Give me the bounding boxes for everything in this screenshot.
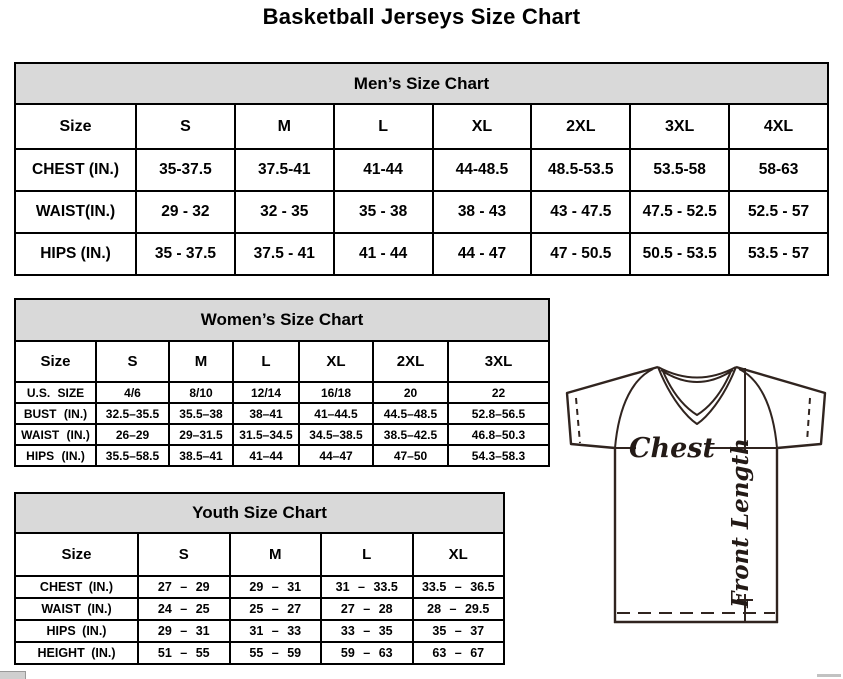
value-cell: 50.5 - 53.5 — [630, 233, 729, 275]
column-header-cell: XL — [413, 533, 505, 576]
value-cell: 58-63 — [729, 149, 828, 191]
value-cell: 29 – 31 — [138, 620, 230, 642]
value-cell: 25 – 27 — [230, 598, 322, 620]
value-cell: 38.5–42.5 — [373, 424, 448, 445]
value-cell: 38 - 43 — [433, 191, 532, 233]
horizontal-scrollbar-fragment-left[interactable] — [0, 671, 26, 679]
value-cell: 35 - 37.5 — [136, 233, 235, 275]
value-cell: 53.5-58 — [630, 149, 729, 191]
value-cell: 33 – 35 — [321, 620, 413, 642]
jersey-measurement-diagram-icon — [556, 358, 842, 628]
value-cell: 26–29 — [96, 424, 169, 445]
table-row — [15, 445, 549, 466]
jersey-cuff-stitch-left — [576, 398, 580, 443]
value-cell: 28 – 29.5 — [413, 598, 505, 620]
value-cell: 29 – 31 — [230, 576, 322, 598]
column-header-cell: M — [235, 104, 334, 149]
column-header-cell: M — [169, 341, 233, 382]
chest-measure-label: Chest — [629, 433, 715, 464]
row-label-cell: HIPS (IN.) — [15, 620, 138, 642]
table-row — [15, 149, 828, 191]
table-row — [15, 598, 504, 620]
column-header-cell: 4XL — [729, 104, 828, 149]
column-header-cell: XL — [299, 341, 373, 382]
value-cell: 38–41 — [233, 403, 299, 424]
column-header-cell: L — [233, 341, 299, 382]
row-label-cell: HEIGHT (IN.) — [15, 642, 138, 664]
value-cell: 37.5 - 41 — [235, 233, 334, 275]
row-label-cell: CHEST (IN.) — [15, 149, 136, 191]
value-cell: 34.5–38.5 — [299, 424, 373, 445]
header-row — [15, 533, 504, 576]
value-cell: 48.5-53.5 — [531, 149, 630, 191]
table-row — [15, 576, 504, 598]
mens-size-table — [14, 103, 829, 276]
column-header-cell: S — [136, 104, 235, 149]
column-header-cell: 2XL — [373, 341, 448, 382]
page-title: Basketball Jerseys Size Chart — [262, 4, 581, 29]
value-cell: 27 – 28 — [321, 598, 413, 620]
womens-chart-title: Women’s Size Chart — [14, 298, 550, 340]
front-length-measure-label: Front Length — [727, 438, 754, 608]
value-cell: 4/6 — [96, 382, 169, 403]
table-row — [15, 382, 549, 403]
womens-size-chart-section — [14, 298, 550, 467]
column-header-cell: Size — [15, 341, 96, 382]
value-cell: 35 – 37 — [413, 620, 505, 642]
value-cell: 35.5–38 — [169, 403, 233, 424]
horizontal-scrollbar-fragment-right[interactable] — [817, 674, 841, 677]
row-label-cell: WAIST (IN.) — [15, 598, 138, 620]
row-label-cell: HIPS (IN.) — [15, 445, 96, 466]
jersey-body-outline — [567, 367, 825, 623]
value-cell: 31 – 33.5 — [321, 576, 413, 598]
value-cell: 41–44 — [233, 445, 299, 466]
value-cell: 44.5–48.5 — [373, 403, 448, 424]
column-header-cell: L — [321, 533, 413, 576]
value-cell: 63 – 67 — [413, 642, 505, 664]
value-cell: 54.3–58.3 — [448, 445, 549, 466]
value-cell: 41 - 44 — [334, 233, 433, 275]
value-cell: 32.5–35.5 — [96, 403, 169, 424]
column-header-cell: M — [230, 533, 322, 576]
row-label-cell: CHEST (IN.) — [15, 576, 138, 598]
table-row — [15, 424, 549, 445]
value-cell: 31.5–34.5 — [233, 424, 299, 445]
column-header-cell: Size — [15, 104, 136, 149]
mens-chart-title: Men’s Size Chart — [14, 62, 829, 103]
table-row — [15, 620, 504, 642]
column-header-cell: XL — [433, 104, 532, 149]
youth-size-table — [14, 532, 505, 665]
header-row — [15, 104, 828, 149]
header-row — [15, 341, 549, 382]
value-cell: 33.5 – 36.5 — [413, 576, 505, 598]
table-row — [15, 191, 828, 233]
youth-chart-title: Youth Size Chart — [14, 492, 505, 532]
value-cell: 46.8–50.3 — [448, 424, 549, 445]
value-cell: 16/18 — [299, 382, 373, 403]
value-cell: 59 – 63 — [321, 642, 413, 664]
value-cell: 51 – 55 — [138, 642, 230, 664]
value-cell: 29 - 32 — [136, 191, 235, 233]
value-cell: 41-44 — [334, 149, 433, 191]
value-cell: 53.5 - 57 — [729, 233, 828, 275]
row-label-cell: WAIST (IN.) — [15, 424, 96, 445]
value-cell: 44-48.5 — [433, 149, 532, 191]
value-cell: 55 – 59 — [230, 642, 322, 664]
row-label-cell: WAIST(IN.) — [15, 191, 136, 233]
value-cell: 52.5 - 57 — [729, 191, 828, 233]
value-cell: 20 — [373, 382, 448, 403]
row-label-cell: U.S. SIZE — [15, 382, 96, 403]
value-cell: 24 – 25 — [138, 598, 230, 620]
value-cell: 47–50 — [373, 445, 448, 466]
value-cell: 47.5 - 52.5 — [630, 191, 729, 233]
value-cell: 22 — [448, 382, 549, 403]
value-cell: 32 - 35 — [235, 191, 334, 233]
value-cell: 8/10 — [169, 382, 233, 403]
value-cell: 35.5–58.5 — [96, 445, 169, 466]
jersey-cuff-stitch-right — [807, 398, 810, 442]
value-cell: 29–31.5 — [169, 424, 233, 445]
table-row — [15, 233, 828, 275]
table-row — [15, 403, 549, 424]
value-cell: 35 - 38 — [334, 191, 433, 233]
value-cell: 44–47 — [299, 445, 373, 466]
value-cell: 27 – 29 — [138, 576, 230, 598]
column-header-cell: 2XL — [531, 104, 630, 149]
table-row — [15, 642, 504, 664]
column-header-cell: S — [138, 533, 230, 576]
value-cell: 12/14 — [233, 382, 299, 403]
row-label-cell: HIPS (IN.) — [15, 233, 136, 275]
womens-size-table — [14, 340, 550, 467]
value-cell: 31 – 33 — [230, 620, 322, 642]
youth-size-chart-section — [14, 492, 505, 665]
value-cell: 52.8–56.5 — [448, 403, 549, 424]
value-cell: 38.5–41 — [169, 445, 233, 466]
column-header-cell: L — [334, 104, 433, 149]
value-cell: 43 - 47.5 — [531, 191, 630, 233]
column-header-cell: 3XL — [630, 104, 729, 149]
column-header-cell: S — [96, 341, 169, 382]
row-label-cell: BUST (IN.) — [15, 403, 96, 424]
value-cell: 44 - 47 — [433, 233, 532, 275]
value-cell: 35-37.5 — [136, 149, 235, 191]
jersey-collar — [658, 367, 736, 424]
value-cell: 41–44.5 — [299, 403, 373, 424]
column-header-cell: Size — [15, 533, 138, 576]
column-header-cell: 3XL — [448, 341, 549, 382]
value-cell: 37.5-41 — [235, 149, 334, 191]
mens-size-chart-section — [14, 62, 829, 276]
value-cell: 47 - 50.5 — [531, 233, 630, 275]
